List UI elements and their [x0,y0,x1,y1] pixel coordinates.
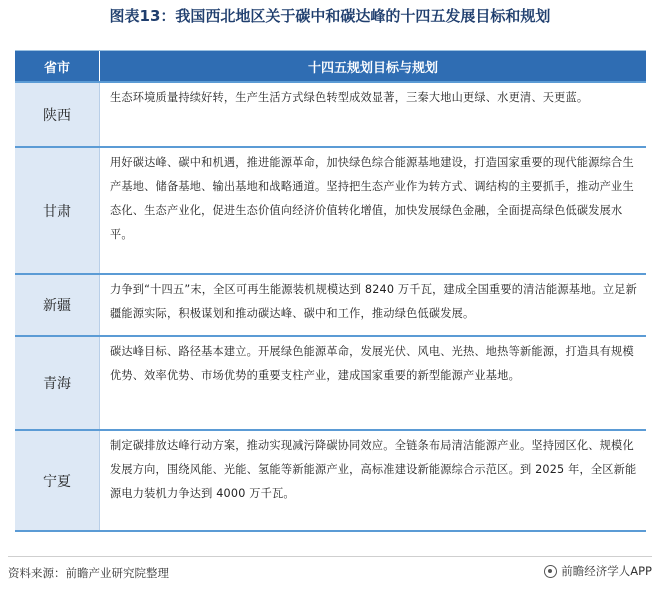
planning-table [15,50,646,532]
chart-title: 图表13：我国西北地区关于碳中和碳达峰的十四五发展目标和规划 [109,7,551,25]
table-row [15,335,646,429]
table-header [15,51,646,81]
table-row [15,146,646,273]
content-cell: 生态环境质量持续好转，生产生活方式绿色转型成效显著，三秦大地山更绿、水更清、天更蓝。 [110,91,589,104]
header-province: 省市 [15,51,100,81]
province-cell: 宁夏 [15,431,100,530]
qianzhan-logo-icon [544,565,557,578]
province-cell: 新疆 [15,275,100,335]
province-cell: 甘肃 [15,148,100,273]
content-cell: 碳达峰目标、路径基本建立。开展绿色能源革命，发展光伏、风电、光热、地热等新能源，打造具有规模优势、效率优势、市场优势的重要支柱产业，建成国家重要的新型能源产业基地。 [110,345,634,382]
table-row [15,429,646,532]
source-note: 资料来源：前瞻产业研究院整理 [8,566,169,580]
province-cell: 青海 [15,337,100,429]
content-cell: 力争到“十四五”末，全区可再生能源装机规模达到 8240 万千瓦，建成全国重要的清洁能源基地。立足新疆能源实际，积极谋划和推动碳达峰、碳中和工作，推动绿色低碳发展。 [110,283,638,320]
brand-credit [544,563,652,579]
content-cell: 制定碳排放达峰行动方案，推动实现减污降碳协同效应。全链条布局清洁能源产业。坚持园区化、规模化发展方向，围绕风能、光能、氢能等新能源产业，高标准建设新能源综合示范区。到 2025 年，全区新能源电力装机力争达到 4000 万千瓦。 [110,439,637,500]
footer-divider [8,556,652,557]
header-content: 十四五规划目标与规划 [307,60,438,76]
brand-name: 前瞻经济学人APP [561,564,652,578]
province-cell: 陕西 [15,83,100,146]
content-cell: 用好碳达峰、碳中和机遇，推进能源革命，加快绿色综合能源基地建设，打造国家重要的现代能源综合生产基地、储备基地、输出基地和战略通道。坚持把生态产业作为转方式、调结构的主要抓手，推动产业生态化、生态产业化，促进生态价值向经济价值转化增值，加快发展绿色金融，全面提高绿色低碳发展水平。 [110,156,634,241]
table-row [15,273,646,335]
table-row [15,81,646,146]
